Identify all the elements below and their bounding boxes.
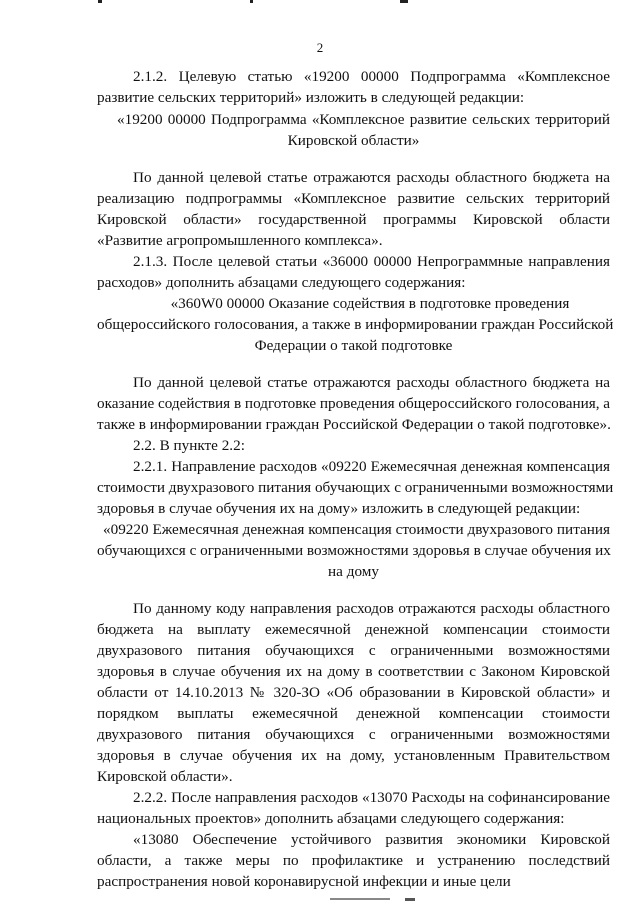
text-line: реализацию подпрограммы «Комплексное развитие сельских территорий — [97, 190, 610, 207]
text-line: 2.2. В пункте 2.2: — [133, 437, 245, 454]
text-line: двухразового питания обучающихся с ограниченными возможностями — [97, 726, 610, 743]
scan-mark — [330, 898, 390, 900]
text-line: также в информировании граждан Российской Федерации о такой подготовке». — [97, 416, 611, 433]
text-line: 2.1.2. Целевую статью «19200 00000 Подпрограмма «Комплексное — [133, 68, 610, 85]
text-line: 2.2.2. После направления расходов «13070 Расходы на софинансирование — [133, 789, 610, 806]
text-line: двухразового питания обучающихся с ограниченными возможностями — [97, 642, 610, 659]
text-line: области от 14.10.2013 № 320-ЗО «Об образовании в Кировской области» и — [97, 684, 610, 701]
text-line: По данному коду направления расходов отражаются расходы областного — [133, 600, 610, 617]
scan-mark — [400, 0, 408, 3]
text-line: Кировской области» государственной программы Кировской области — [97, 211, 610, 228]
text-line: «360W0 00000 Оказание содействия в подготовке проведения — [170, 295, 570, 312]
text-line: бюджета на выплату ежемесячной денежной компенсации стоимости — [97, 621, 610, 638]
page-number: 2 — [316, 40, 324, 55]
text-line: расходов» дополнить абзацами следующего содержания: — [97, 274, 466, 291]
text-line: стоимости двухразового питания обучающих с ограниченными возможностями — [97, 479, 614, 496]
text-line: «13080 Обеспечение устойчивого развития экономики Кировской — [133, 831, 610, 848]
text-line: Кировской области» — [287, 132, 420, 149]
text-line: Федерации о такой подготовке — [254, 337, 453, 354]
text-line: По данной целевой статье отражаются расходы областного бюджета на — [133, 169, 610, 186]
text-line: 2.2.1. Направление расходов «09220 Ежемесячная денежная компенсация — [133, 458, 610, 475]
text-line: «19200 00000 Подпрограмма «Комплексное развитие сельских территорий — [117, 111, 610, 128]
text-line: здоровья в случае обучения их на дому в соответствии с Законом Кировской — [97, 663, 610, 680]
text-line: развитие сельских территорий» изложить в следующей редакции: — [97, 89, 525, 106]
text-line: национальных проектов» дополнить абзацами следующего содержания: — [97, 810, 565, 827]
scan-mark — [250, 0, 253, 3]
text-line: общероссийского голосования, а также в информировании граждан Российской — [97, 316, 614, 333]
text-line: здоровья в случае обучения их на дому» изложить в следующей редакции: — [97, 500, 581, 517]
text-line: порядком выплаты ежемесячной денежной компенсации стоимости — [97, 705, 610, 722]
text-line: здоровья в случае обучения их на дому, установленным Правительством — [97, 747, 610, 764]
text-line: области, а также меры по профилактике и устранению последствий — [97, 852, 610, 869]
text-line: «09220 Ежемесячная денежная компенсация стоимости двухразового питания — [103, 521, 610, 538]
text-line: Кировской области». — [97, 768, 233, 785]
text-line: «Развитие агропромышленного комплекса». — [97, 232, 383, 249]
text-line: на дому — [328, 563, 379, 580]
text-line: 2.1.3. После целевой статьи «36000 00000 Непрограммные направления — [133, 253, 610, 270]
scan-mark — [405, 898, 415, 901]
scan-mark — [98, 0, 102, 3]
text-line: распространения новой коронавирусной инфекции и иные цели — [97, 873, 511, 890]
text-line: обучающихся с ограниченными возможностями здоровья в случае обучения их — [97, 542, 611, 559]
text-line: оказание содействия в подготовке проведения общероссийского голосования, а — [97, 395, 611, 412]
text-line: По данной целевой статье отражаются расходы областного бюджета на — [133, 374, 610, 391]
